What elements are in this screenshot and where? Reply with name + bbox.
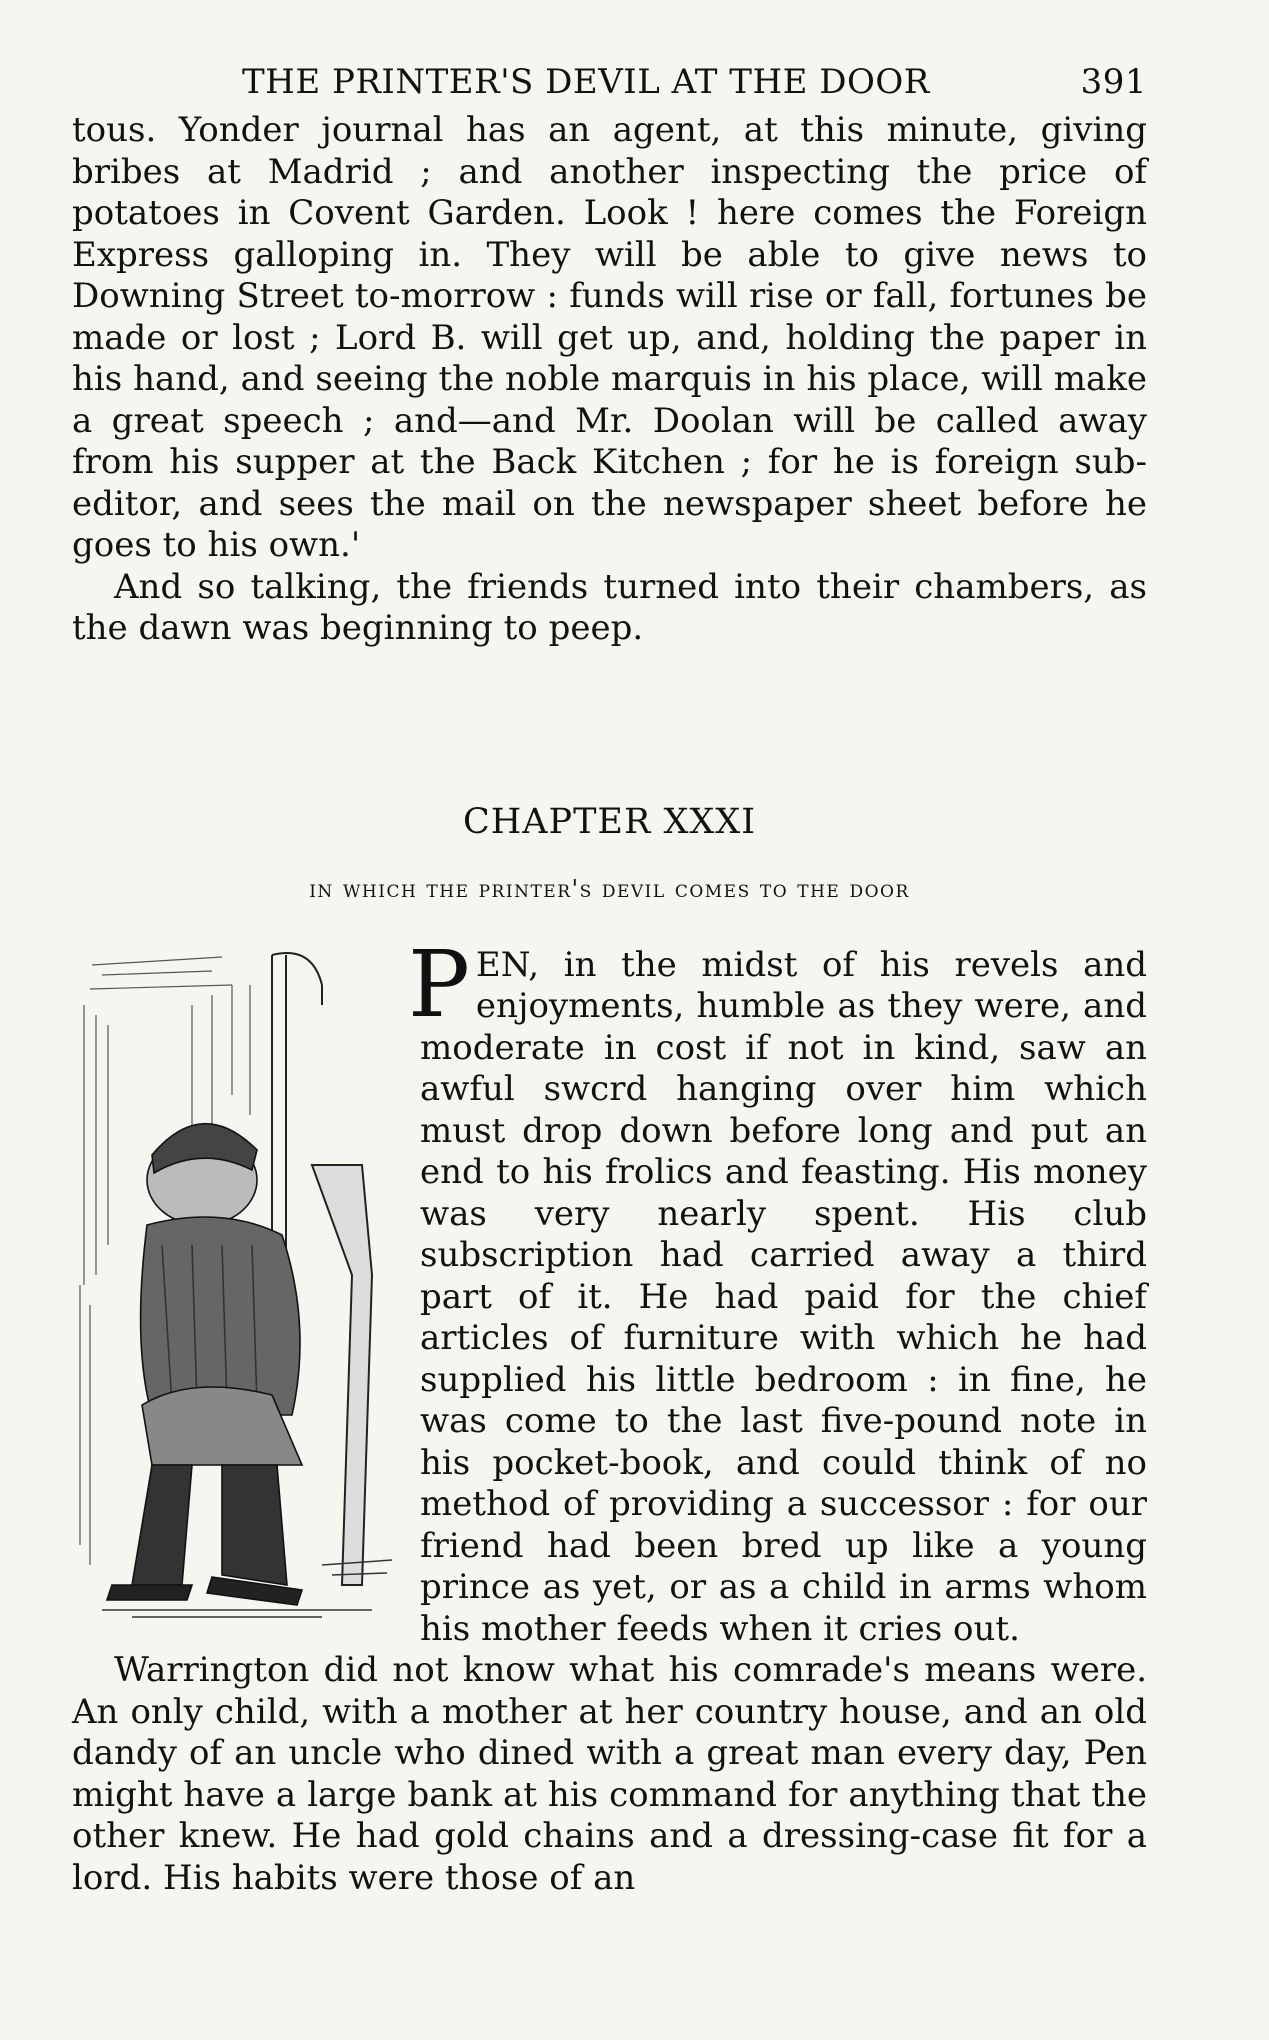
drop-cap: P bbox=[408, 930, 470, 1038]
engraving-seated-boy-icon bbox=[72, 945, 402, 1620]
body-text bbox=[72, 110, 1147, 1899]
running-head bbox=[72, 62, 1147, 110]
running-title: THE PRINTER'S DEVIL AT THE DOOR bbox=[242, 62, 930, 102]
closing-paragraph: And so talking, the friends turned into their chambers, as the dawn was beginning to peep. bbox=[72, 566, 1147, 648]
chapter-second-paragraph: Warrington did not know what his comrade's means were. An only child, with a mother at her country house, and an old dandy of an uncle who dined with a great man every day, Pen might have a large bank at his command for anything that the other knew. He had gold chains and a dressing-case fit for a lord. His habits were those of an bbox=[72, 1650, 1147, 1898]
chapter-subtitle: in which the printer's devil comes to the door bbox=[309, 875, 910, 903]
chapter-illustration bbox=[72, 945, 402, 1620]
opening-paragraph: tous. Yonder journal has an agent, at this minute, giving bribes at Madrid ; and another inspecting the price of potatoes in Covent Garden. Look ! here comes the Foreign Express galloping in. They will be able to give news to Downing Street to-morrow : funds will rise or fall, fortunes be made or lost ; Lord B. will get up, and, holding the paper in his hand, and seeing the noble marquis in his place, will make a great speech ; and—and Mr. Doolan will be called away from his supper at the Back Kitchen ; for he is foreign sub-editor, and sees the mail on the newspaper sheet before he goes to his own.' bbox=[72, 110, 1147, 565]
chapter-body bbox=[72, 930, 1147, 1900]
first-paragraph-rest: in the midst of his revels and enjoyments, humble as they were, and moderate in cost if not in kind, saw an awful swcrd hanging over him which must drop down before long and put an end to his frolics and feasting. His money was very nearly spent. His club subscription had carried away a third part of it. He had paid for the chief articles of furniture with which he had supplied his little bedroom : in fine, he was come to the last five-pound note in his pocket-book, and could think of no method of providing a successor : for our friend had been bred up like a young prince as yet, or as a child in arms whom his mother feeds when it cries out. bbox=[420, 944, 1147, 1649]
page-number: 391 bbox=[1080, 62, 1147, 102]
chapter-title: CHAPTER XXXI bbox=[462, 801, 757, 842]
first-word: EN, bbox=[475, 944, 540, 985]
